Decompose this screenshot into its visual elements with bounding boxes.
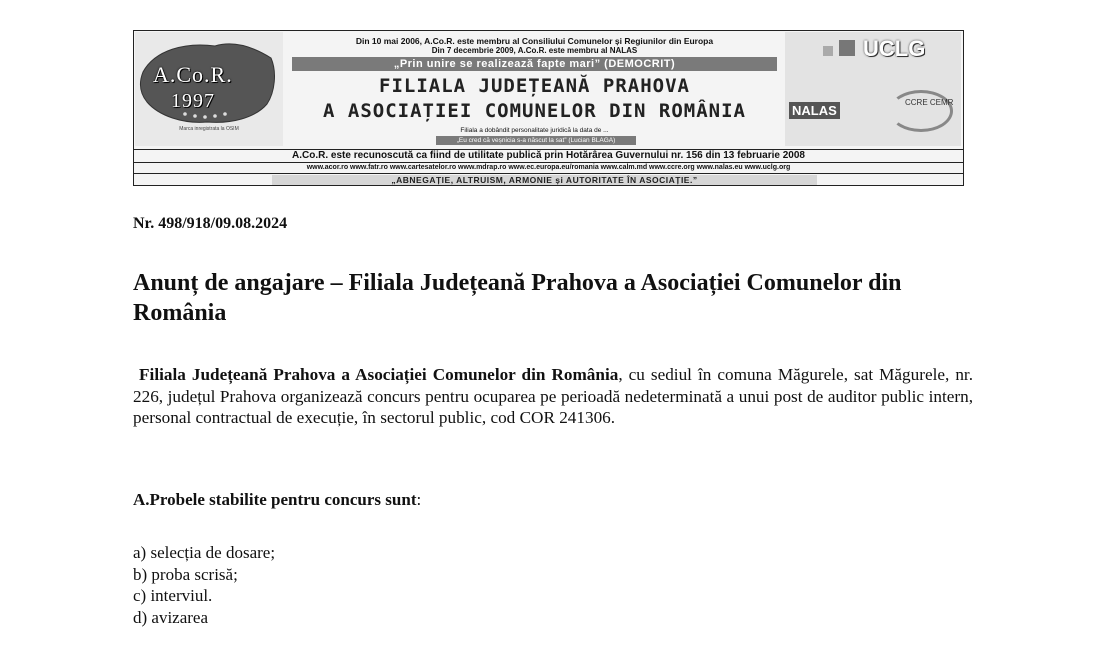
logo-left-caption: Marca inregistrata la OSIM	[179, 126, 239, 132]
ccre-ring-icon	[889, 90, 953, 132]
letterhead-title-1: FILIALA JUDEȚEANĂ PRAHOVA	[379, 75, 690, 97]
ccre-logo: CCRE CEMR	[905, 98, 954, 107]
membership-line-2: Din 7 decembrie 2009, A.Co.R. este membru al NALAS	[431, 46, 638, 55]
membership-line-1: Din 10 mai 2006, A.Co.R. este membru al Consiliului Comunelor și Regiunilor din Europa	[355, 36, 714, 46]
logo-left-text1: A.Co.R.	[153, 62, 233, 87]
quote-bar: „Eu cred că veșnicia s-a născut la sat” (Lucian BLAGA)	[436, 136, 636, 145]
list-item: b) proba scrisă;	[133, 564, 238, 584]
letterhead-center	[286, 32, 783, 146]
uclg-square-icon	[823, 46, 833, 56]
list-item: c) interviul.	[133, 586, 213, 605]
acor-logo	[135, 32, 283, 146]
websites-line: www.acor.ro www.fatr.ro www.cartesatelor.ro www.mdrap.ro www.ec.europa.eu/romania www.calm.md www.ccre.org www.nalas.eu www.uclg.org	[134, 163, 963, 174]
letterhead-banner	[133, 30, 964, 186]
section-a-label: A.Probele stabilite pentru concurs sunt	[133, 490, 417, 509]
nalas-logo: NALAS	[789, 102, 840, 119]
section-a-colon: :	[416, 490, 422, 509]
list-item: d) avizarea	[133, 607, 209, 627]
list-item: a) selecția de dosare;	[133, 543, 276, 562]
section-a-heading	[133, 490, 421, 510]
probe-list	[133, 542, 275, 628]
registration-number: Nr. 498/918/09.08.2024	[133, 215, 288, 232]
uclg-square-icon	[839, 40, 855, 56]
intro-bold: Filiala Județeană Prahova a Asociației Comunelor din România	[139, 365, 619, 384]
partner-logos	[785, 32, 961, 146]
page-title: Anunț de angajare – Filiala Județeană Prahova a Asociației Comunelor din România	[133, 270, 902, 326]
legal-personality-line: Filiala a dobândit personalitate juridică la data de ...	[460, 127, 609, 134]
utility-line: A.Co.R. este recunoscută ca fiind de utilitate publică prin Hotărârea Guvernului nr. 156 din 13 februarie 2008	[134, 149, 963, 163]
intro-rest: , cu sediul în comuna Măgurele, sat Măgurele, nr. 226, județul Prahova organizează concurs pentru ocuparea pe perioadă nedeterminată a unui post de auditor public intern, personal contractual de execuție, în sectorul public, cod COR 241306.	[133, 365, 973, 427]
letterhead-title-2: A ASOCIAȚIEI COMUNELOR DIN ROMÂNIA	[323, 100, 746, 122]
uclg-logo: UCLG	[863, 36, 926, 61]
values-line: „ABNEGAȚIE, ALTRUISM, ARMONIE și AUTORITATE ÎN ASOCIAȚIE.”	[272, 175, 817, 185]
intro-paragraph	[133, 364, 973, 429]
logo-left-text2: 1997	[171, 90, 215, 112]
motto-bar: „Prin unire se realizează fapte mari” (DEMOCRIT)	[292, 57, 777, 71]
